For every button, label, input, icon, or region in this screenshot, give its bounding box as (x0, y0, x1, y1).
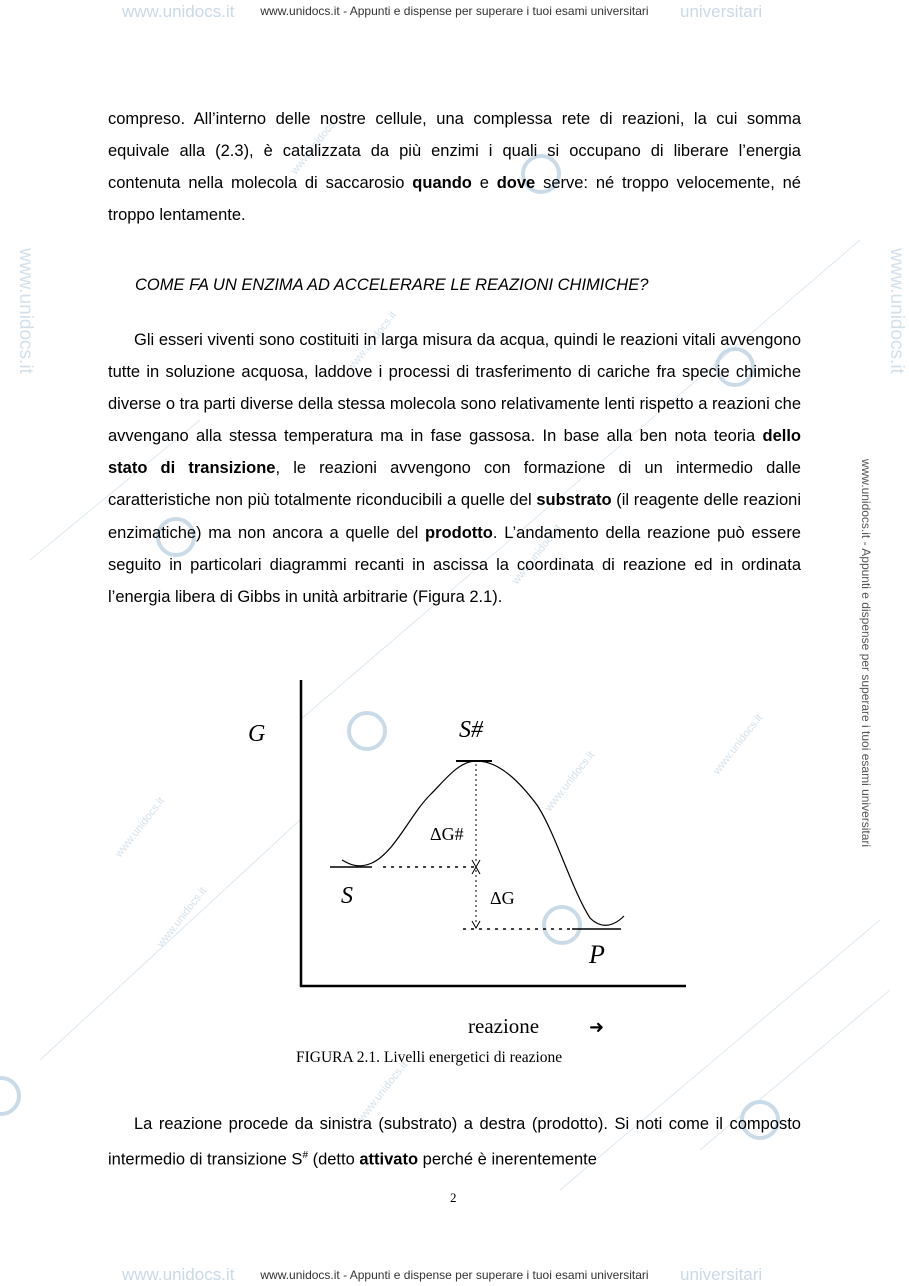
energy-curve (342, 761, 624, 925)
watermark-diag: www.unidocs.it (542, 749, 598, 814)
paragraph-3-text-a: La reazione procede da sinistra (substrato) a destra (prodotto). Si noti come il composto intermedio di transizione S (108, 1115, 801, 1169)
watermark-side-left-faint: www.unidocs.it (14, 248, 36, 374)
watermark-diag: www.unidocs.it (288, 112, 344, 177)
paragraph-2-bold-transition-state: dello stato di transizione (108, 427, 801, 478)
page-number: 2 (450, 1190, 457, 1205)
x-axis-label: reazione (468, 1014, 540, 1038)
paragraph-1-text-c: e (471, 174, 497, 193)
paragraph-3-superscript: # (302, 1150, 308, 1162)
y-axis-label: G (248, 721, 266, 747)
x-axis-arrow-icon: ➜ (589, 1017, 605, 1037)
activation-energy-label: ΔG# (430, 824, 464, 844)
watermark-diag: www.unidocs.it (509, 522, 565, 587)
delta-arrowhead-icon (472, 921, 480, 928)
watermark-diag: www.unidocs.it (154, 885, 210, 950)
paragraph-3 (108, 1108, 801, 1176)
figure-caption: FIGURA 2.1. Livelli energetici di reazione (296, 1049, 563, 1066)
paragraph-1-text-d: serve: né troppo velocemente, né troppo lentamente. (108, 174, 801, 225)
delta-g-label: ΔG (490, 888, 515, 908)
paragraph-3-bold-attivato: attivato (359, 1150, 419, 1169)
watermark-diag: www.unidocs.it (344, 309, 400, 374)
watermark-diag: www.unidocs.it (710, 712, 766, 777)
watermark-diag: www.unidocs.it (355, 1059, 411, 1124)
paragraph-2-bold-substrato: substrato (536, 491, 612, 510)
watermark-side-right-faint: www.unidocs.it (885, 248, 907, 374)
watermark-side-right: www.unidocs.it - Appunti e dispense per superare i tuoi esami universitari (859, 458, 874, 848)
product-label: P (589, 940, 605, 969)
paragraph-2-text-a: Gli esseri viventi sono costituiti in larga misura da acqua, quindi le reazioni vitali avvengono tutte in soluzione acquosa, laddove i processi di trasferimento di cariche fra specie chimiche diverse o tra parti diverse della stessa molecola sono relativamente lenti rispetto a reazioni che avvengano alla stessa temperatura ma in fase gassosa. In base alla ben nota teoria (108, 331, 801, 446)
paragraph-1-text-a: compreso. All’interno delle nostre cellule, una complessa rete di reazioni, la cui somma equivale alla (2.3), è catalizzata da più enzimi i quali si occupano di liberare l’energia contenuta nella molecola di saccarosio (108, 110, 801, 193)
paragraph-1-bold-dove: dove (496, 174, 536, 193)
watermark-footer-faint-left: www.unidocs.it (122, 1265, 235, 1284)
paragraph-2-text-c: , le reazioni avvengono con formazione di un intermedio dalle caratteristiche non più totalmente riconducibili a quelle del (108, 459, 801, 510)
watermark-header-faint-right: universitari (680, 2, 763, 21)
watermark-footer-faint-right: universitari (680, 1265, 763, 1284)
paragraph-3-text-d: perché è inerentemente (418, 1150, 597, 1169)
paragraph-3-text-c: (detto (308, 1150, 360, 1169)
paragraph-1-bold-quando: quando (412, 174, 472, 193)
paragraph-2-text-d: (il reagente delle reazioni enzimatiche) ma non ancora a quelle del (108, 491, 801, 542)
watermark-footer: www.unidocs.it - Appunti e dispense per superare i tuoi esami universitari (260, 1268, 649, 1282)
watermark-diag: www.unidocs.it (112, 795, 168, 860)
watermark-header-faint-left: www.unidocs.it (122, 2, 235, 21)
transition-state-label: S# (459, 717, 483, 743)
watermark-header: www.unidocs.it - Appunti e dispense per superare i tuoi esami universitari (260, 4, 649, 18)
activation-arrowhead-icon (472, 860, 480, 867)
paragraph-2-text-e: . L’andamento della reazione può essere seguito in particolari diagrammi recanti in ascissa la coordinata di reazione ed in ordinata l’energia libera di Gibbs in unità arbitrarie (Figura 2.1). (108, 523, 801, 606)
substrate-label: S (341, 883, 353, 909)
section-heading: COME FA UN ENZIMA AD ACCELERARE LE REAZIONI CHIMICHE? (135, 276, 649, 294)
paragraph-2-bold-prodotto: prodotto (425, 523, 493, 542)
